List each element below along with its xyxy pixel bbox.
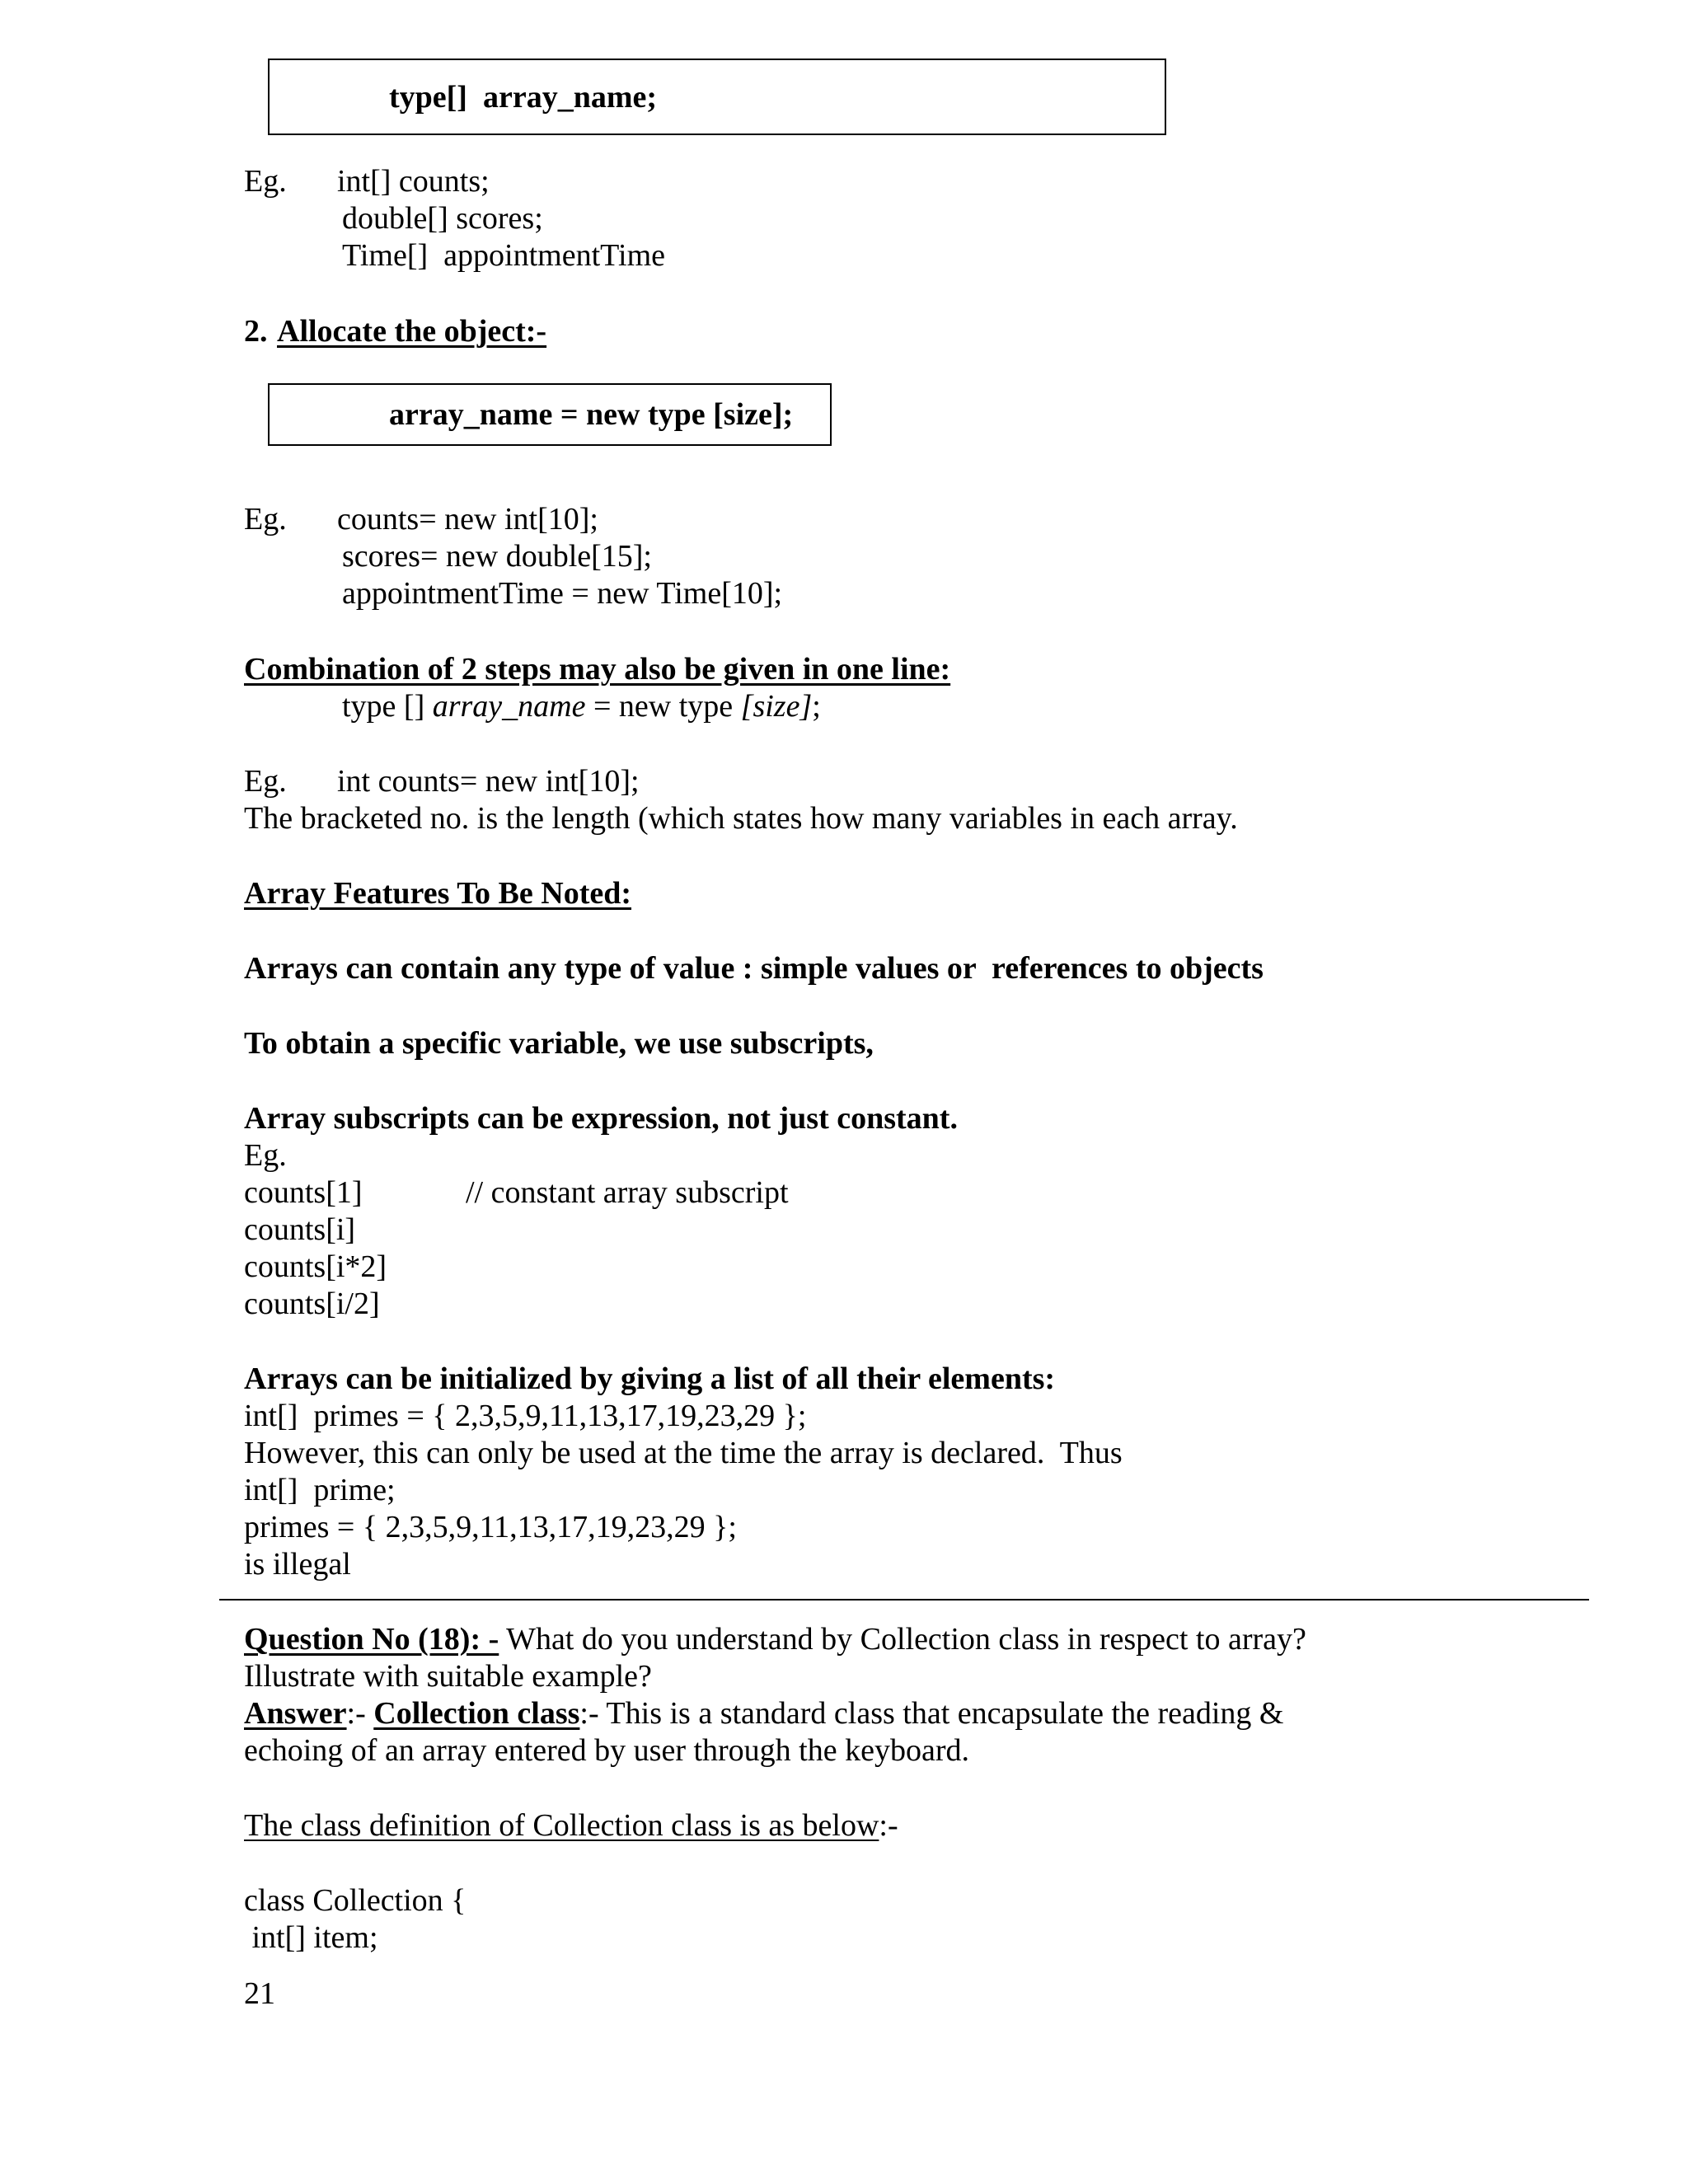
subscript-comment: // constant array subscript	[466, 1175, 789, 1210]
alloc-example-line: scores= new double[15];	[342, 539, 652, 574]
class-definition-text: The class definition of Collection class is as below	[244, 1808, 879, 1843]
combination-syntax	[342, 687, 821, 725]
init-line: is illegal	[244, 1547, 351, 1582]
declaration-syntax: type[] array_name;	[389, 79, 658, 115]
alloc-example-line: counts= new int[10];	[337, 502, 598, 537]
init-line: However, this can only be used at the time the array is declared. Thus	[244, 1436, 1123, 1470]
init-line: int[] prime;	[244, 1473, 396, 1507]
decl-example-line: Time[] appointmentTime	[342, 238, 665, 273]
feature-paragraph: Arrays can contain any type of value : simple values or references to objects	[244, 951, 1264, 986]
init-heading: Arrays can be initialized by giving a list of all their elements:	[244, 1361, 1056, 1396]
code-line: int[] item;	[244, 1920, 378, 1955]
decl-example-line: double[] scores;	[342, 201, 543, 236]
features-heading: Array Features To Be Noted:	[244, 876, 632, 911]
answer-line-1	[244, 1694, 1283, 1732]
class-definition-suffix: :-	[879, 1808, 898, 1843]
question-line-2: Illustrate with suitable example?	[244, 1659, 652, 1694]
syntax-type: type []	[342, 689, 433, 724]
combination-note: The bracketed no. is the length (which states how many variables in each array.	[244, 801, 1238, 836]
alloc-example-line: appointmentTime = new Time[10];	[342, 576, 783, 611]
answer-line-2: echoing of an array entered by user through the keyboard.	[244, 1733, 969, 1768]
answer-text: :- This is a standard class that encapsulate the reading &	[579, 1696, 1284, 1731]
collection-class-label: Collection class	[373, 1696, 580, 1731]
subscript-example: counts[i]	[244, 1212, 356, 1247]
decl-example-line: int[] counts;	[337, 164, 490, 199]
allocation-syntax: array_name = new type [size];	[389, 397, 794, 432]
answer-label: Answer	[244, 1696, 347, 1731]
syntax-size: [size]	[740, 689, 813, 724]
subscript-example: counts[1]	[244, 1175, 363, 1210]
features-eg-label: Eg.	[244, 1138, 287, 1173]
allocation-syntax-box	[268, 383, 832, 446]
step2-heading: Allocate the object:-	[277, 314, 547, 349]
class-definition-line	[244, 1807, 898, 1844]
syntax-new-type: = new type	[585, 689, 741, 724]
feature-paragraph: Array subscripts can be expression, not just constant.	[244, 1101, 958, 1136]
question-label: Question No (18): -	[244, 1622, 499, 1657]
combination-eg-label: Eg.	[244, 764, 287, 799]
answer-separator: :-	[346, 1696, 374, 1731]
combination-heading: Combination of 2 steps may also be given in one line:	[244, 652, 951, 687]
feature-paragraph: To obtain a specific variable, we use subscripts,	[244, 1026, 874, 1061]
subscript-example: counts[i/2]	[244, 1286, 380, 1321]
code-line: class Collection {	[244, 1883, 467, 1918]
subscript-example: counts[i*2]	[244, 1249, 387, 1284]
syntax-semicolon: ;	[812, 689, 821, 724]
alloc-eg-label: Eg.	[244, 502, 287, 537]
init-line: primes = { 2,3,5,9,11,13,17,19,23,29 };	[244, 1510, 737, 1544]
decl-eg-label: Eg.	[244, 164, 287, 199]
question-text: What do you understand by Collection class in respect to array?	[499, 1622, 1306, 1657]
section-divider	[219, 1599, 1589, 1601]
combination-example: int counts= new int[10];	[337, 764, 640, 799]
init-line: int[] primes = { 2,3,5,9,11,13,17,19,23,29 };	[244, 1399, 807, 1433]
question-line-1	[244, 1620, 1306, 1658]
syntax-array-name: array_name	[432, 689, 586, 724]
declaration-syntax-box	[268, 59, 1166, 135]
page-number: 21	[244, 1976, 275, 2011]
step2-number: 2.	[244, 314, 268, 349]
